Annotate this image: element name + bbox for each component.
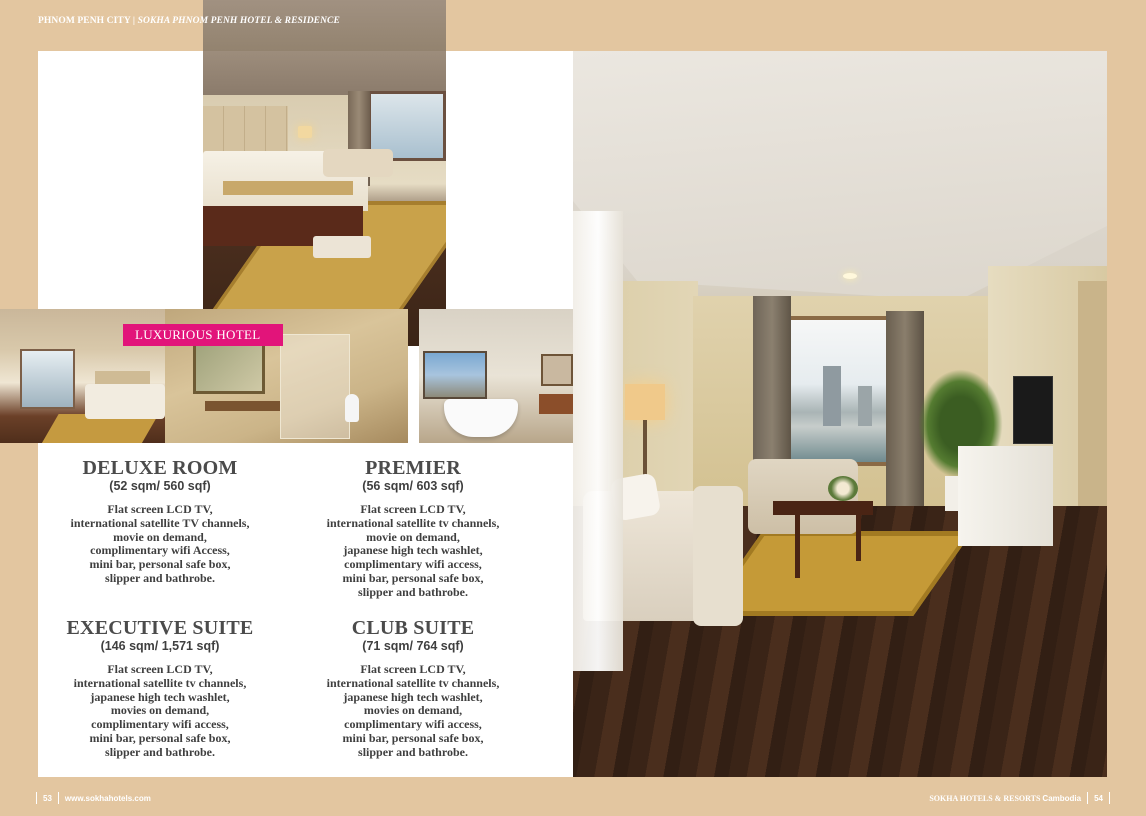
room-executive-suite [40,617,280,760]
feature-line: mini bar, personal safe box, [342,570,484,585]
flower-vase [828,476,858,501]
header [38,16,340,26]
room-premier [293,457,533,600]
room-features [40,503,280,586]
sheer-curtain [573,211,623,671]
toilet [345,394,359,422]
sofa [323,149,393,177]
suite-living-room-photo [573,51,1107,777]
left-page [38,51,573,777]
header-property: SOKHA PHNOM PENH HOTEL & RESIDENCE [137,16,340,26]
feature-line: movie on demand, [366,529,460,544]
feature-line: mini bar, personal safe box, [89,730,231,745]
vanity [539,394,573,414]
floor-lamp-shade [625,384,665,420]
room-title: DELUXE ROOM [82,457,238,479]
glass-shower [280,334,350,439]
feature-line: international satellite tv channels, [73,675,247,690]
ceiling [573,51,1107,301]
city-view-window [423,351,487,399]
room-title: EXECUTIVE SUITE [66,617,254,639]
brand-country: Cambodia [1042,793,1082,803]
feature-line: complimentary wifi access, [91,717,229,732]
bathtub-photo [419,309,573,443]
sofa-arm [693,486,743,626]
brand-label: SOKHA HOTELS & RESORTS [929,793,1041,803]
feature-line: movie on demand, [113,529,207,544]
room-size: (71 sqm/ 764 sqf) [362,639,464,653]
feature-line: movies on demand, [363,703,463,718]
feature-line: Flat screen LCD TV, [107,662,213,676]
feature-line: international satellite TV channels, [70,515,250,530]
room-deluxe [40,457,280,586]
room-title: PREMIER [365,457,461,479]
skyline-tower [858,386,872,426]
feature-line: movies on demand, [110,703,210,718]
mirror [193,339,265,394]
page-number-left: 53 [43,793,52,803]
footer-right [929,792,1110,804]
room-title: CLUB SUITE [351,617,475,639]
bench [313,236,371,258]
feature-line: international satellite tv channels, [326,675,500,690]
window [20,349,75,409]
feature-line: slipper and bathrobe. [105,570,215,585]
feature-line: japanese high tech washlet, [343,543,483,558]
page-number-right: 54 [1094,793,1103,803]
feature-line: slipper and bathrobe. [105,744,215,759]
feature-line: complimentary wifi access, [344,717,482,732]
mirror [541,354,573,386]
television [1013,376,1053,444]
feature-line: international satellite tv channels, [326,515,500,530]
room-size: (56 sqm/ 603 sqf) [362,479,464,493]
feature-line: japanese high tech washlet, [343,689,483,704]
feature-line: complimentary wifi access, [344,557,482,572]
ceiling-downlight [843,273,857,279]
table-leg [856,511,861,561]
table-leg [795,513,800,578]
brand-name [929,794,1081,803]
feature-line: slipper and bathrobe. [358,744,468,759]
hero-bedroom-photo [203,51,446,346]
divider [36,792,37,804]
divider [58,792,59,804]
feature-line: Flat screen LCD TV, [360,502,466,516]
lamp [298,126,312,138]
headboard [203,106,288,154]
tv-cabinet [958,446,1053,546]
bathtub [444,399,518,437]
room-size: (146 sqm/ 1,571 sqf) [100,639,220,653]
header-separator: | [130,16,138,26]
room-size: (52 sqm/ 560 sqf) [109,479,211,493]
feature-line: mini bar, personal safe box, [89,557,231,572]
feature-line: slipper and bathrobe. [358,584,468,599]
feature-line: complimentary wifi Access, [90,543,230,558]
divider [1109,792,1110,804]
feature-line: mini bar, personal safe box, [342,730,484,745]
bed [85,384,165,419]
vanity-counter [205,401,280,411]
feature-line: Flat screen LCD TV, [107,502,213,516]
room-features [40,663,280,760]
luxurious-hotel-tag: LUXURIOUS HOTEL [123,324,283,346]
bed-runner [223,181,353,195]
skyline-tower [823,366,841,426]
website-link[interactable]: www.sokhahotels.com [64,793,151,803]
footer-left [36,792,151,804]
feature-line: Flat screen LCD TV, [360,662,466,676]
divider [1087,792,1088,804]
header-city: PHNOM PENH CITY [38,16,131,26]
room-features [293,503,533,600]
feature-line: japanese high tech washlet, [90,689,230,704]
room-features [293,663,533,760]
room-club-suite [293,617,533,760]
